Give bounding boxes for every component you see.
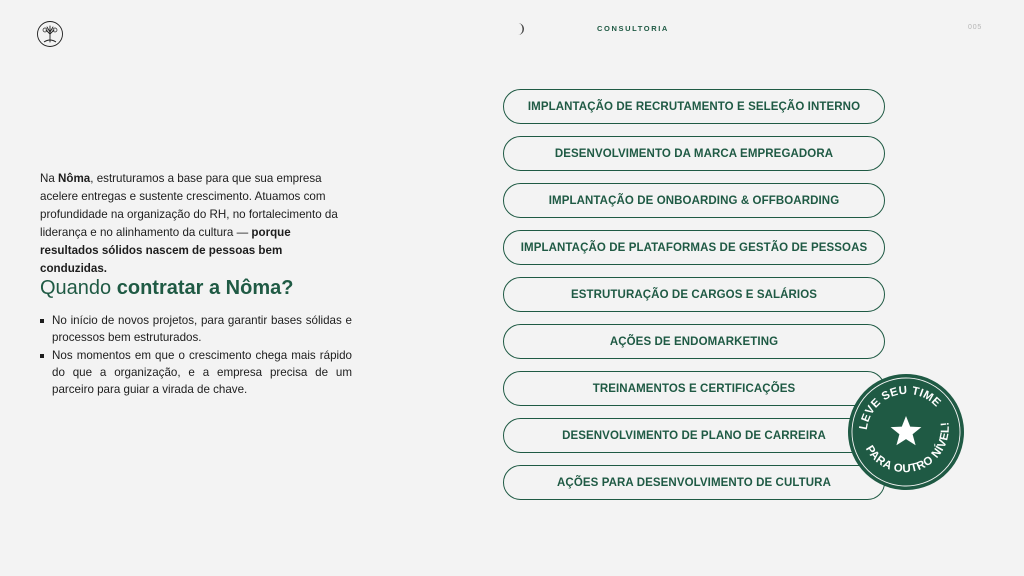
page-number: 005 <box>968 24 983 31</box>
heading-bold: contratar a Nôma? <box>116 277 294 299</box>
level-up-badge <box>846 372 966 492</box>
service-pill: IMPLANTAÇÃO DE PLATAFORMAS DE GESTÃO DE PESSOAS <box>503 230 885 265</box>
service-pill: ESTRUTURAÇÃO DE CARGOS E SALÁRIOS <box>503 277 885 312</box>
list-item: Nos momentos em que o crescimento chega mais rápido do que a organização, e a empresa precisa de um parceiro para guiar a virada de chave. <box>40 347 352 398</box>
service-pill: DESENVOLVIMENTO DE PLANO DE CARREIRA <box>503 418 885 453</box>
intro-text-2: , estruturamos a base para que sua empresa acelere entregas e sustente crescimento. Atuamos com profundidade na organização do RH, no fortalecimento da liderança e no alinhamento da cultura — <box>40 172 338 239</box>
service-pill: DESENVOLVIMENTO DA MARCA EMPREGADORA <box>503 136 885 171</box>
heading-prefix: Quando <box>40 277 117 299</box>
service-pill: TREINAMENTOS E CERTIFICAÇÕES <box>503 371 885 406</box>
section-heading <box>40 277 293 300</box>
intro-text-1: Na <box>40 172 59 185</box>
service-pill: IMPLANTAÇÃO DE RECRUTAMENTO E SELEÇÃO INTERNO <box>503 89 885 124</box>
section-label: CONSULTORIA <box>597 24 669 33</box>
list-item: No início de novos projetos, para garantir bases sólidas e processos bem estruturados. <box>40 312 352 346</box>
intro-emphasis: porque resultados sólidos nascem de pessoas bem conduzidas. <box>40 226 291 275</box>
service-pill: IMPLANTAÇÃO DE ONBOARDING & OFFBOARDING <box>503 183 885 218</box>
bullet-list <box>40 312 352 399</box>
badge-top-text: LEVE SEU TIME <box>857 384 943 431</box>
services-list <box>503 89 885 512</box>
brand-name: Nôma <box>58 172 91 185</box>
crescent-moon-icon <box>514 22 528 36</box>
intro-paragraph <box>40 170 352 278</box>
badge-bottom-text: PARA OUTRO NÍVEL! <box>862 421 952 476</box>
tree-emblem-icon <box>36 20 64 48</box>
service-pill: AÇÕES PARA DESENVOLVIMENTO DE CULTURA <box>503 465 885 500</box>
service-pill: AÇÕES DE ENDOMARKETING <box>503 324 885 359</box>
